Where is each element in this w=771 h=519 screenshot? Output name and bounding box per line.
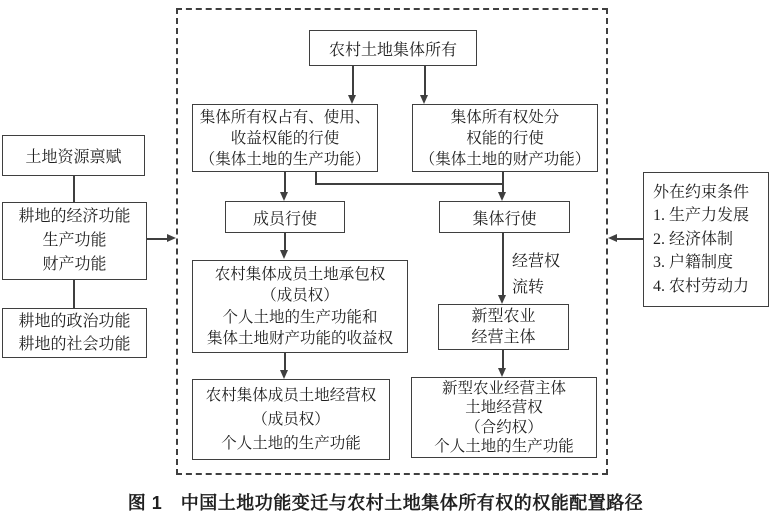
node-new-agri-entity xyxy=(438,304,569,350)
text-line: 土地经营权 xyxy=(465,399,543,416)
text-line: 4. 农村劳动力 xyxy=(653,277,750,295)
edge-contract-to-mgmt-arrowhead xyxy=(280,370,288,379)
edge-economic-to-frame-arrowhead xyxy=(167,234,176,242)
text-line: 土地资源禀赋 xyxy=(25,149,122,166)
text-line: 耕地的经济功能 xyxy=(18,208,131,225)
text-line: 集体行使 xyxy=(472,210,537,228)
edge-ownership-to-disposal-line xyxy=(424,66,426,96)
edge-ownership-to-possession-line xyxy=(352,66,354,96)
edge-possession-to-member-line xyxy=(284,172,286,193)
text-line: 成员行使 xyxy=(252,210,317,228)
edge-endowment-to-economic-line xyxy=(73,176,75,202)
text-line: （成员权） xyxy=(261,287,339,304)
figure-caption: 图 1 中国土地功能变迁与农村土地集体所有权的权能配置路径 xyxy=(127,493,644,513)
node-possession-use-income xyxy=(192,104,378,172)
node-collective-ownership xyxy=(309,30,477,66)
text-line: 财产功能 xyxy=(42,256,107,273)
text-line: 2. 经济体制 xyxy=(653,230,734,248)
node-member-exercise xyxy=(225,201,345,233)
text-line: 新型农业经营主体 xyxy=(441,379,566,397)
edge-member-to-contract-line xyxy=(284,233,286,251)
text-line: 外在约束条件 xyxy=(653,183,750,201)
text-line: 生产功能 xyxy=(42,232,107,249)
edge-newagri-to-mgmt-arrowhead xyxy=(498,368,506,377)
text-line: 权能的行使 xyxy=(466,129,544,147)
node-member-contract-right xyxy=(192,260,408,353)
edge-constraints-to-frame-arrowhead xyxy=(608,234,617,242)
edge-collective-to-newagri-line xyxy=(502,233,504,296)
node-economic-functions xyxy=(2,202,147,280)
text-line: （合约权） xyxy=(465,418,543,436)
text-line: 耕地的政治功能 xyxy=(18,313,131,330)
edge-member-to-contract-arrowhead xyxy=(280,250,288,259)
edge-constraints-to-frame-line xyxy=(617,238,643,240)
text-line: 农村土地集体所有 xyxy=(328,41,457,59)
edge-contract-to-mgmt-line xyxy=(284,353,286,371)
text-line: 3. 户籍制度 xyxy=(653,254,734,272)
text-line: 经营权 xyxy=(512,253,561,270)
edge-economic-to-political-line xyxy=(73,280,75,308)
node-political-social-functions xyxy=(2,308,147,358)
text-line: 集体所有权占有、使用、 xyxy=(199,108,371,126)
edge-disposal-to-collective-line xyxy=(502,172,504,193)
text-line: 经营主体 xyxy=(471,329,536,346)
node-collective-exercise xyxy=(439,201,570,233)
text-line: 流转 xyxy=(512,279,545,296)
text-line: 个人土地的生产功能 xyxy=(434,438,574,455)
text-line: 耕地的社会功能 xyxy=(18,336,131,353)
node-member-mgmt-right xyxy=(192,379,390,460)
text-line: 农村集体成员土地承包权 xyxy=(214,265,386,283)
node-new-agri-mgmt-right xyxy=(411,377,597,458)
edge-ownership-to-possession-arrowhead xyxy=(348,95,356,104)
text-line: （成员权） xyxy=(252,410,330,428)
text-line: 个人土地的生产功能和 xyxy=(222,308,378,326)
edge-possession-to-collective-hline xyxy=(315,183,504,185)
node-land-endowment xyxy=(2,135,145,176)
text-line: 个人土地的生产功能 xyxy=(221,434,361,452)
edge-newagri-to-mgmt-line xyxy=(502,350,504,369)
node-disposal-right xyxy=(412,104,598,172)
edge-ownership-to-disposal-arrowhead xyxy=(420,95,428,104)
edge-possession-to-member-arrowhead xyxy=(280,192,288,201)
text-line: （集体土地的财产功能） xyxy=(419,150,591,168)
text-line: 集体所有权处分 xyxy=(450,108,560,126)
node-external-constraints xyxy=(643,172,769,307)
text-line: 集体土地财产功能的收益权 xyxy=(206,330,393,347)
text-line: （集体土地的生产功能） xyxy=(199,150,371,168)
text-line: 农村集体成员土地经营权 xyxy=(205,386,377,404)
text-line: 新型农业 xyxy=(471,308,536,325)
edge-to-collective-arrowhead xyxy=(498,192,506,201)
edge-economic-to-frame-line xyxy=(147,238,168,240)
edge-collective-to-newagri-arrowhead xyxy=(498,295,506,304)
text-line: 收益权能的行使 xyxy=(230,129,340,147)
text-line: 1. 生产力发展 xyxy=(653,207,750,225)
edge-label-mgmt-right-transfer xyxy=(512,249,560,301)
